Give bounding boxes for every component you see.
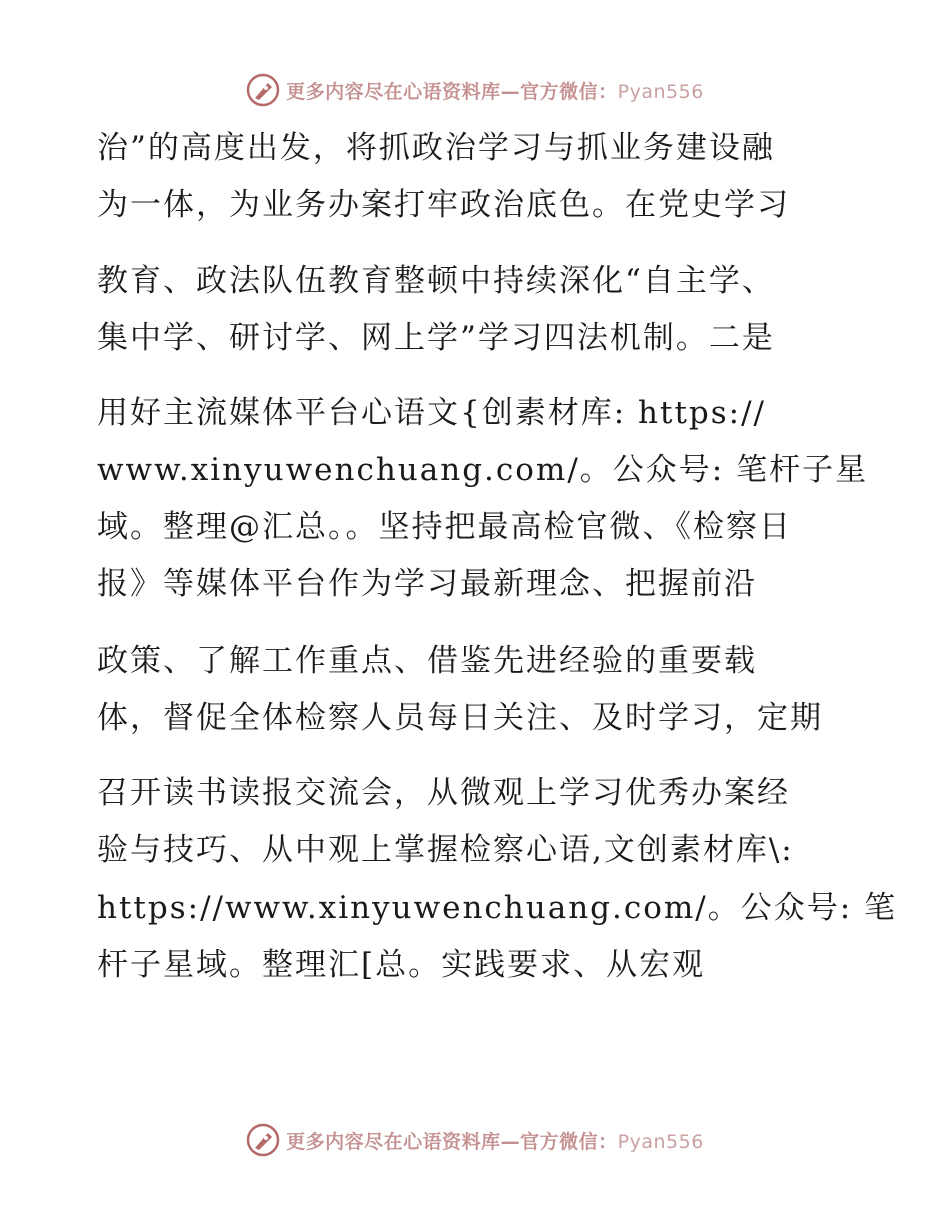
text-line: 治”的高度出发，将抓政治学习与抓业务建设融: [97, 130, 775, 166]
text-line: 报》等媒体平台作为学习最新理念、把握前沿: [97, 566, 757, 602]
text-line: 用好主流媒体平台心语文{创素材库: https://: [97, 395, 766, 431]
text-line: 为一体，为业务办案打牢政治底色。在党史学习: [97, 187, 790, 223]
text-line: 召开读书读报交流会，从微观上学习优秀办案经: [97, 775, 790, 811]
watermark-wechat-id: Pyan556: [617, 1130, 704, 1153]
pen-nib-logo-icon: [246, 1123, 280, 1157]
text-line: www.xinyuwenchuang.com/。公众号: 笔杆子星: [97, 452, 869, 488]
text-line: 域。整理@汇总。。坚持把最高检官微、《检察日: [97, 509, 792, 545]
text-line: https://www.xinyuwenchuang.com/。公众号: 笔: [97, 890, 898, 926]
watermark-main-text: 更多内容尽在心语资料库—官方微信：: [286, 80, 618, 103]
text-line: 集中学、研讨学、网上学”学习四法机制。二是: [97, 320, 775, 356]
text-line: 体，督促全体检察人员每日关注、及时学习，定期: [97, 700, 823, 736]
footer-watermark: [0, 1120, 950, 1160]
text-line: 教育、政法队伍教育整顿中持续深化“自主学、: [97, 263, 775, 299]
text-line: 政策、了解工作重点、借鉴先进经验的重要载: [97, 643, 757, 679]
watermark-text: [286, 1127, 704, 1154]
text-line: 验与技巧、从中观上掌握检察心语,文创素材库\:: [97, 832, 794, 868]
watermark-main-text: 更多内容尽在心语资料库—官方微信：: [286, 1130, 618, 1153]
watermark-wechat-id: Pyan556: [617, 80, 704, 103]
text-line: 杆子星域。整理汇[总。实践要求、从宏观: [97, 947, 706, 983]
